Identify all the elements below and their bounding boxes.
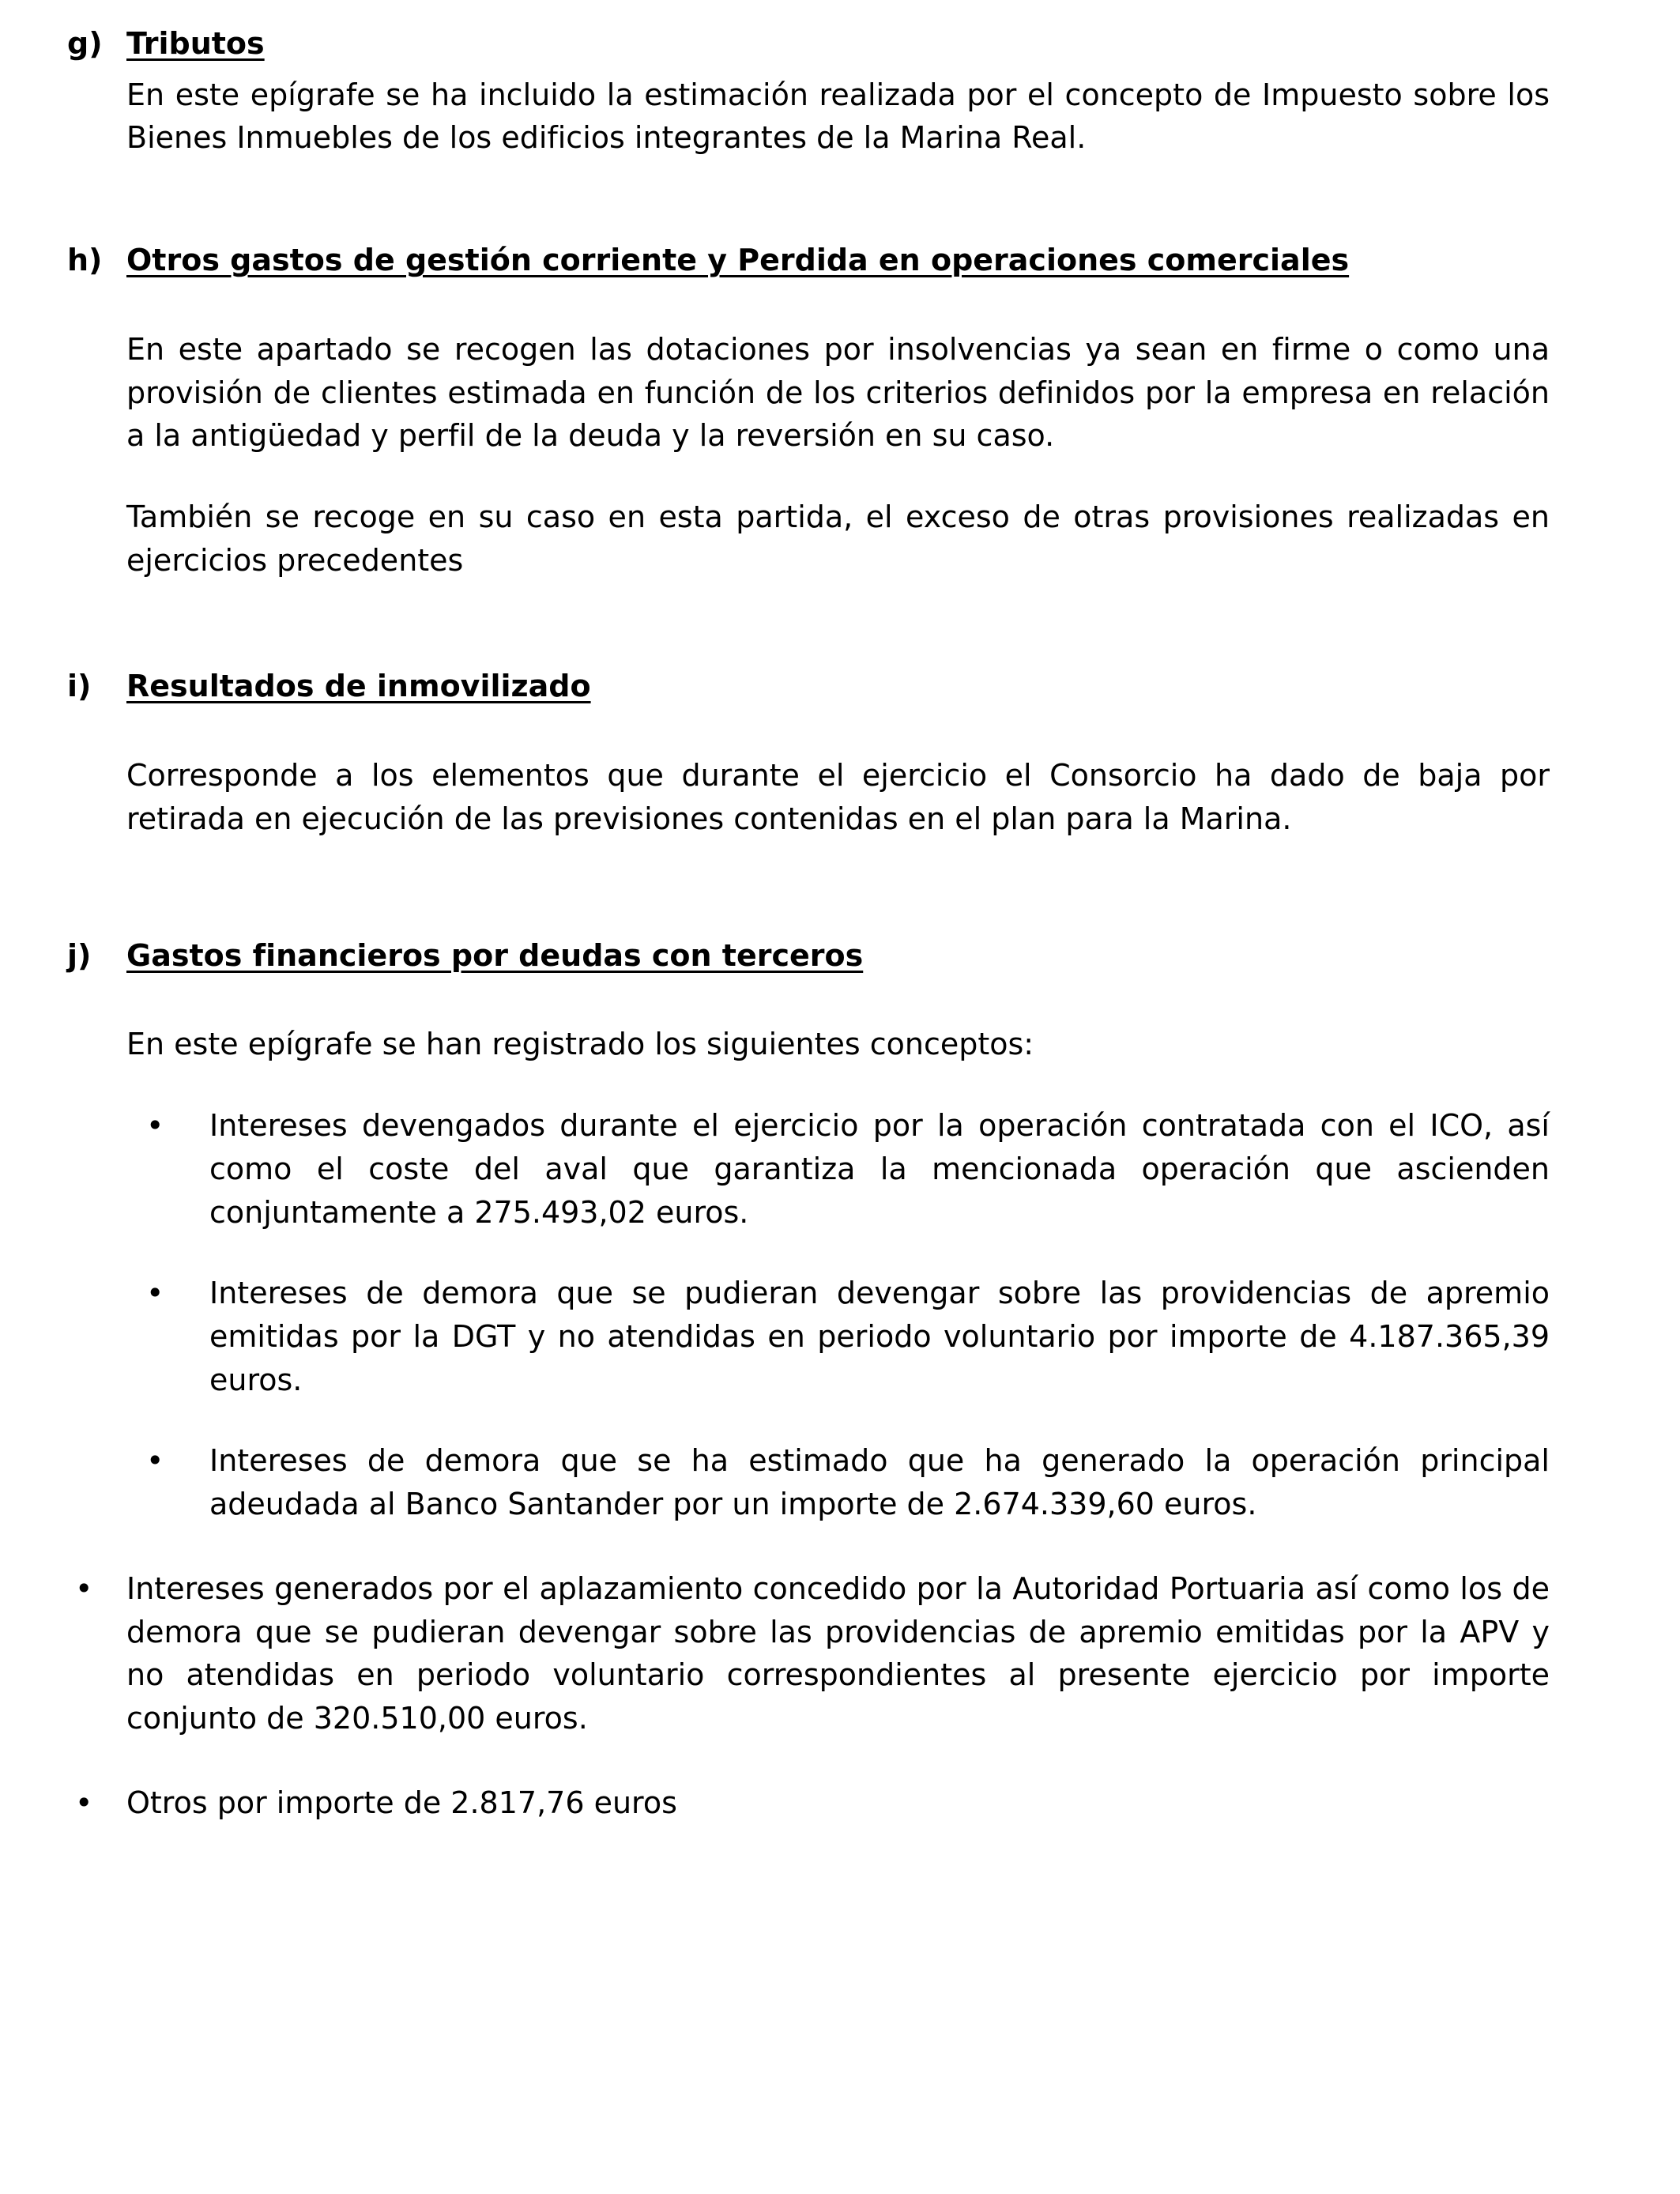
paragraph: En este apartado se recogen las dotaciones por insolvencias ya sean en firme o como una provisión de clientes estimada en función de los criterios definidos por la empresa en relación a la antigüedad y perfil de la deuda y la reversión en su caso. xyxy=(126,331,1550,454)
section-label: j) xyxy=(67,937,92,973)
section-title: Resultados de inmovilizado xyxy=(126,669,591,704)
bullet-item xyxy=(146,1272,1550,1401)
bullet-icon: • xyxy=(75,1785,93,1820)
section-title: Gastos financieros por deudas con terceros xyxy=(126,937,864,973)
bullet-icon: • xyxy=(146,1276,164,1311)
section-j xyxy=(67,934,1550,1825)
section-heading xyxy=(67,934,1550,978)
bullet-list-outer xyxy=(67,1567,1550,1825)
section-title: Tributos xyxy=(126,26,265,61)
paragraph: En este epígrafe se han registrado los siguientes conceptos: xyxy=(126,1027,1034,1062)
bullet-text: Intereses de demora que se ha estimado que ha generado la operación principal adeudada al Banco Santander por un importe de 2.674.339,60 euros. xyxy=(209,1443,1550,1522)
bullet-text: Intereses generados por el aplazamiento concedido por la Autoridad Portuaria así como los de demora que se pudieran devengar sobre las providencias de apremio emitidas por la APV y no atendidas en periodo voluntario correspondientes al presente ejercicio por importe conjunto de 320.510,00 euros. xyxy=(126,1570,1550,1736)
paragraph: También se recoge en su caso en esta partida, el exceso de otras provisiones realizadas en ejercicios precedentes xyxy=(126,499,1550,578)
section-label: i) xyxy=(67,669,92,704)
bullet-item xyxy=(146,1439,1550,1525)
section-label: g) xyxy=(67,26,103,61)
section-title: Otros gastos de gestión corriente y Perdida en operaciones comerciales xyxy=(126,243,1350,278)
bullet-item xyxy=(75,1567,1550,1740)
section-heading xyxy=(67,22,1550,66)
bullet-item xyxy=(75,1781,1550,1825)
section-label: h) xyxy=(67,243,103,278)
bullet-text: Intereses de demora que se pudieran devengar sobre las providencias de apremio emitidas por la DGT y no atendidas en periodo voluntario por importe de 4.187.365,39 euros. xyxy=(209,1276,1550,1397)
paragraph: En este epígrafe se ha incluido la estimación realizada por el concepto de Impuesto sobre los Bienes Inmuebles de los edificios integrantes de la Marina Real. xyxy=(126,77,1550,156)
section-heading xyxy=(67,239,1550,282)
bullet-icon: • xyxy=(146,1108,164,1144)
bullet-icon: • xyxy=(75,1570,93,1606)
section-g xyxy=(67,22,1550,160)
bullet-icon: • xyxy=(146,1443,164,1479)
bullet-text: Otros por importe de 2.817,76 euros xyxy=(126,1785,677,1820)
bullet-item xyxy=(146,1104,1550,1234)
section-i xyxy=(67,665,1550,840)
section-h xyxy=(67,239,1550,582)
bullet-text: Intereses devengados durante el ejercicio por la operación contratada con el ICO, así como el coste del aval que garantiza la mencionada operación que ascienden conjuntamente a 275.493,02 euros. xyxy=(209,1108,1550,1230)
bullet-list-inner xyxy=(67,1104,1550,1526)
paragraph: Corresponde a los elementos que durante el ejercicio el Consorcio ha dado de baja por retirada en ejecución de las previsiones contenidas en el plan para la Marina. xyxy=(126,758,1550,836)
section-heading xyxy=(67,665,1550,708)
